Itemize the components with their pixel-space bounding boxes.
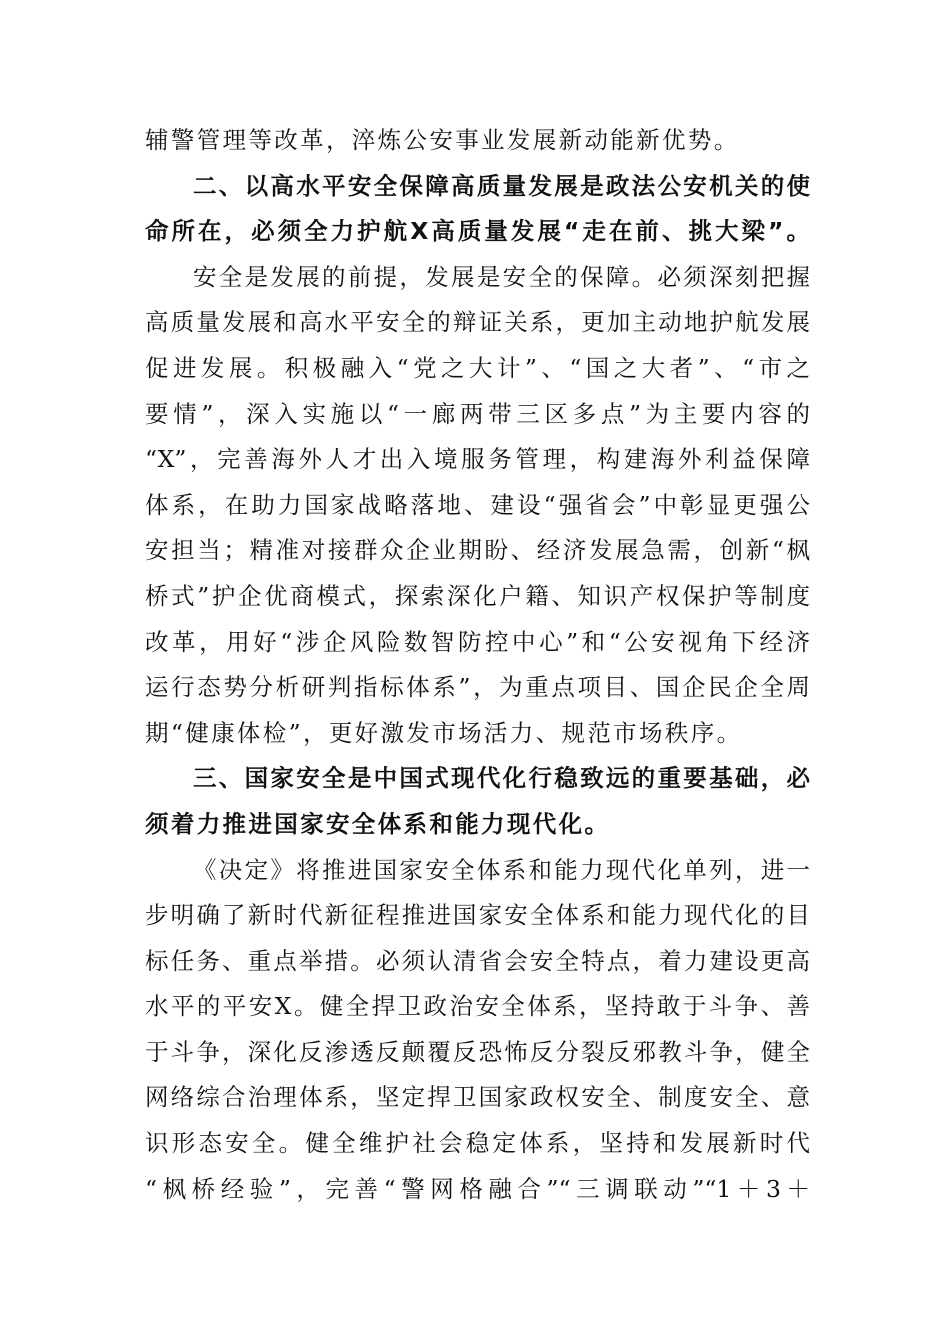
paragraph-line: “X”，完善海外人才出入境服务管理，构建海外利益保障 <box>145 445 810 474</box>
section-heading-2-line-2: 命所在，必须全力护航X高质量发展“走在前、挑大梁”。 <box>145 217 810 246</box>
paragraph-line: 步明确了新时代新征程推进国家安全体系和能力现代化的目 <box>145 901 810 930</box>
paragraph-line: 识形态安全。健全维护社会稳定体系，坚持和发展新时代 <box>145 1129 810 1158</box>
section-heading-2-line-1: 二、以高水平安全保障高质量发展是政法公安机关的使 <box>193 171 810 200</box>
paragraph-line: 桥式”护企优商模式，探索深化户籍、知识产权保护等制度 <box>145 581 810 610</box>
paragraph-line: 运行态势分析研判指标体系”，为重点项目、国企民企全周 <box>145 673 810 702</box>
paragraph-line: 标任务、重点举措。必须认清省会安全特点，着力建设更高 <box>145 946 810 975</box>
paragraph-line: 改革，用好“涉企风险数智防控中心”和“公安视角下经济 <box>145 627 810 656</box>
paragraph-line: 《决定》将推进国家安全体系和能力现代化单列，进一 <box>193 855 810 884</box>
paragraph-line: 要情”，深入实施以“一廊两带三区多点”为主要内容的 <box>145 399 810 428</box>
document-body <box>145 118 810 1212</box>
paragraph-line: 安全是发展的前提，发展是安全的保障。必须深刻把握 <box>193 262 810 291</box>
paragraph-line: 高质量发展和高水平安全的辩证关系，更加主动地护航发展 <box>145 308 810 337</box>
paragraph-line: 水平的平安X。健全捍卫政治安全体系，坚持敢于斗争、善 <box>145 992 810 1021</box>
paragraph-line: “枫桥经验”，完善“警网格融合”“三调联动”“1＋3＋ <box>145 1174 810 1203</box>
section-heading-3-line-1: 三、国家安全是中国式现代化行稳致远的重要基础，必 <box>193 764 810 793</box>
paragraph-line: 于斗争，深化反渗透反颠覆反恐怖反分裂反邪教斗争，健全 <box>145 1037 810 1066</box>
paragraph-tail-line: 辅警管理等改革，淬炼公安事业发展新动能新优势。 <box>145 126 740 154</box>
paragraph-line: 期“健康体检”，更好激发市场活力、规范市场秩序。 <box>145 718 743 747</box>
paragraph-line: 体系，在助力国家战略落地、建设“强省会”中彰显更强公 <box>145 490 810 519</box>
paragraph-line: 安担当；精准对接群众企业期盼、经济发展急需，创新“枫 <box>145 536 810 565</box>
paragraph-line: 促进发展。积极融入“党之大计”、“国之大者”、“市之 <box>145 353 810 382</box>
section-heading-3-line-2: 须着力推进国家安全体系和能力现代化。 <box>145 809 611 838</box>
paragraph-line: 网络综合治理体系，坚定捍卫国家政权安全、制度安全、意 <box>145 1083 810 1112</box>
